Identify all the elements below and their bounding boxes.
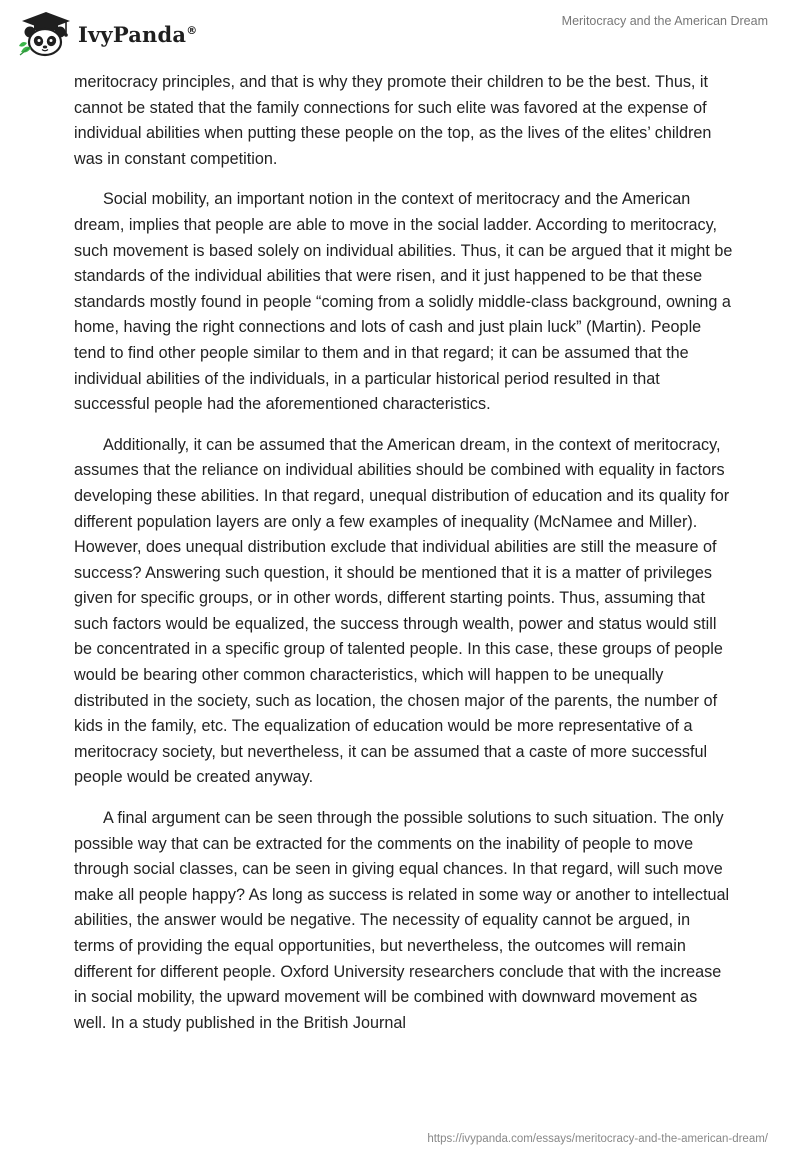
brand-name: IvyPanda® <box>78 21 198 47</box>
ivypanda-logo[interactable] <box>16 8 197 60</box>
essay-body <box>74 70 734 1051</box>
paragraph-2: Social mobility, an important notion in the context of meritocracy and the American dream, implies that people are able to move in the social ladder. According to meritocracy, such movement is based solely on individual abilities. Thus, it can be argued that it might be standards of the individual abilities that were risen, and it just happened to be that these standards mostly found in people “coming from a solidly middle-class background, owning a home, having the right connections and lots of cash and just plain luck” (Martin). People tend to find other people similar to them and in that regard; it can be assumed that the individual abilities of the individuals, in a particular historical period resulted in that successful people had the aforementioned characteristics. <box>74 190 733 414</box>
page-header <box>0 0 800 70</box>
source-url-link[interactable]: https://ivypanda.com/essays/meritocracy-and-the-american-dream/ <box>427 1133 768 1145</box>
registered-mark: ® <box>186 23 198 37</box>
panda-graduate-icon <box>16 10 74 58</box>
paragraph-4: A final argument can be seen through the possible solutions to such situation. The only possible way that can be extracted for the comments on the inability of people to move through social classes, can be seen in giving equal chances. In that regard, will such move make all people happy? As long as success is related in some way or another to intellectual abilities, the answer would be negative. The necessity of equality cannot be argued, in terms of providing the equal opportunities, but nevertheless, the outcomes will remain different for different people. Oxford University researchers conclude that with the increase in social mobility, the upward movement will be combined with downward movement as well. In a study published in the British Journal <box>74 809 730 1032</box>
document-title: Meritocracy and the American Dream <box>561 14 768 28</box>
paragraph-1: meritocracy principles, and that is why they promote their children to be the best. Thus, it cannot be stated that the family connections for such elite was favored at the expense of individual abilities when putting these people on the top, as the lives of the elites’ children was in constant competition. <box>74 73 712 168</box>
paragraph-3: Additionally, it can be assumed that the American dream, in the context of meritocracy, assumes that the reliance on individual abilities should be combined with equality in factors developing these abilities. In that regard, unequal distribution of education and its quality for different population layers are only a few examples of inequality (McNamee and Miller). However, does unequal distribution exclude that individual abilities are still the measure of success? Answering such question, it should be mentioned that it is a matter of privileges given for specific groups, or in other words, different starting points. Thus, assuming that such factors would be equalized, the success through wealth, power and status would still be concentrated in a specific group of talented people. In this case, these groups of people would be bearing other common characteristics, which will happen to be unequally distributed in the society, such as location, the chosen major of the parents, the number of kids in the family, etc. The equalization of education would be more representative of a meritocracy society, but nevertheless, it can be assumed that a caste of more successful people would be created anyway. <box>74 435 730 787</box>
